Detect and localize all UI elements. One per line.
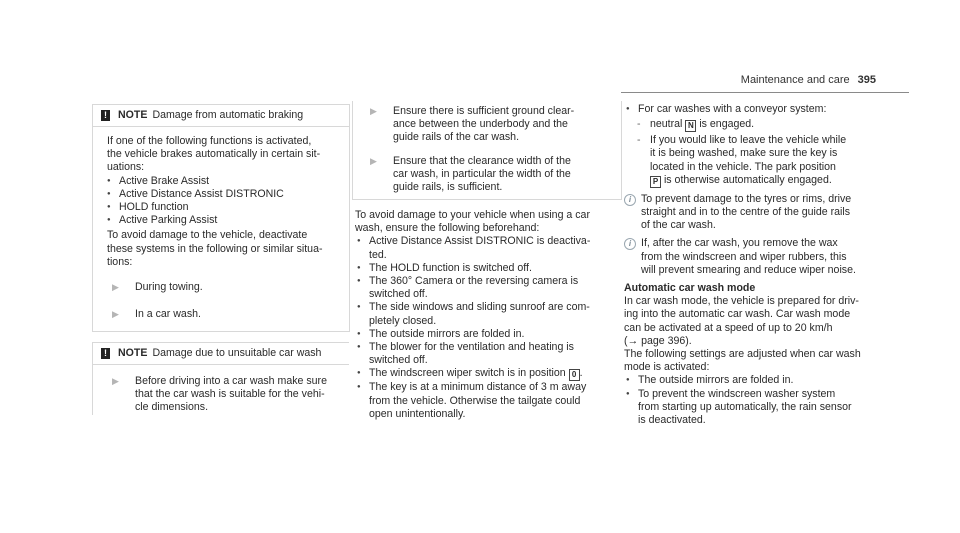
list-item: ● Active Distance Assist DISTRONIC: [107, 188, 335, 201]
dash-item: - If you would like to leave the vehicle while it is being washed, make sure the key is located in the vehicle. The park position P is otherwise automatically engaged.: [624, 134, 914, 188]
list-item: ● The key is at a minimum distance of 3 m away from the vehicle. Otherwise the tailgate could open unintentionally.: [357, 381, 623, 421]
paragraph: If one of the following functions is activated, the vehicle brakes automatically in certain sit- uations:: [107, 135, 321, 174]
note-label: NOTE: [118, 108, 148, 121]
note-title: Damage due to unsuitable car wash: [152, 346, 322, 359]
list-item: ● The HOLD function is switched off.: [357, 262, 623, 275]
list-item: ● The side windows and sliding sunroof are com- pletely closed.: [357, 301, 623, 327]
paragraph: In car wash mode, the vehicle is prepared for driv- ing into the automatic car wash. Car wash mode can be activated at a speed of up to 20 km/h (→ page 396).: [624, 295, 859, 347]
note-header: [93, 105, 349, 127]
list-item: ● Active Distance Assist DISTRONIC is deactiva- ted.: [357, 235, 623, 261]
action-step: ▶ Before driving into a car wash make sure that the car wash is suitable for the vehi- cle dimensions.: [107, 375, 335, 415]
action-step: ▶ Ensure there is sufficient ground clear- ance between the underbody and the guide rails of the car wash.: [365, 105, 609, 145]
position-zero-icon: 0: [569, 369, 580, 381]
info-note: i To prevent damage to the tyres or rims, drive straight and in to the centre of the guide rails of the car wash.: [624, 193, 914, 233]
info-icon: i: [624, 194, 636, 206]
note-continuation: [352, 101, 622, 200]
info-icon: i: [624, 238, 636, 250]
page-number: 395: [857, 74, 876, 86]
page-header: [741, 74, 876, 87]
list-item: ● For car washes with a conveyor system:: [626, 103, 914, 116]
paragraph: To avoid damage to your vehicle when using a car wash, ensure the following beforehand:: [355, 209, 590, 235]
list-item: ● The windscreen wiper switch is in position 0 .: [357, 367, 623, 381]
note-label: NOTE: [118, 346, 148, 359]
action-step: ▶ In a car wash.: [107, 308, 335, 321]
list-item: ● HOLD function: [107, 201, 335, 214]
header-rule: [621, 92, 909, 93]
list-item: ● To prevent the windscreen washer system from starting up automatically, the rain sensor is deactivated.: [626, 388, 914, 428]
list-item: ● The outside mirrors are folded in.: [626, 374, 914, 387]
action-step: ▶ During towing.: [107, 281, 335, 294]
info-note: i If, after the car wash, you remove the wax from the windscreen and wiper rubbers, this will prevent smearing and reduce wiper noise.: [624, 237, 914, 277]
list-item: ● Active Brake Assist: [107, 175, 335, 188]
paragraph: The following settings are adjusted when car wash mode is activated:: [624, 348, 861, 374]
action-step: ▶ Ensure that the clearance width of the car wash, in particular the width of the guide rails, is sufficient.: [365, 155, 609, 195]
list-item: ● Active Parking Assist: [107, 214, 335, 227]
note-unsuitable-car-wash: [92, 342, 349, 415]
dash-item: - neutral N is engaged.: [624, 118, 914, 132]
note-header: [93, 343, 349, 365]
list-item: ● The blower for the ventilation and heating is switched off.: [357, 341, 623, 367]
note-automatic-braking: [92, 104, 350, 332]
section-heading: Automatic car wash mode: [624, 282, 756, 295]
column-middle: [355, 209, 623, 421]
column-right: [624, 103, 914, 427]
section-title: Maintenance and care: [740, 74, 850, 86]
paragraph: To avoid damage to the vehicle, deactivate these systems in the following or similar situa- tions:: [107, 229, 323, 268]
warning-icon: !: [101, 348, 110, 359]
note-body: [93, 365, 349, 426]
list-item: ● The outside mirrors are folded in.: [357, 328, 623, 341]
page-link[interactable]: (→ page 396).: [624, 334, 692, 347]
warning-icon: !: [101, 110, 110, 121]
park-position-icon: P: [650, 176, 661, 188]
list-item: ● The 360° Camera or the reversing camera is switched off.: [357, 275, 623, 301]
neutral-gear-icon: N: [685, 120, 696, 132]
note-body: [93, 127, 349, 332]
note-title: Damage from automatic braking: [152, 108, 304, 121]
